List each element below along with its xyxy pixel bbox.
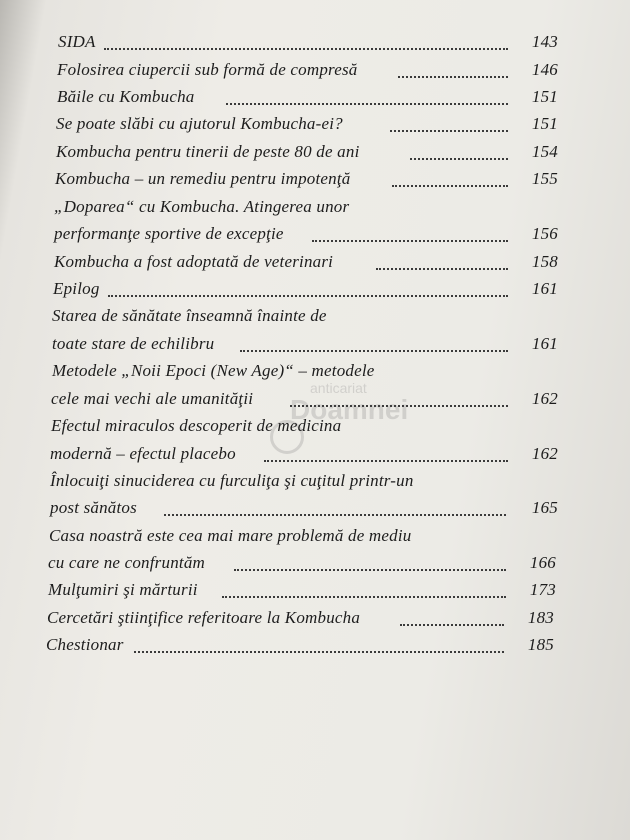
dot-leader	[398, 76, 508, 78]
dot-leader	[312, 240, 508, 242]
toc-entry-title: „Doparea“ cu Kombucha. Atingerea unor	[54, 197, 350, 216]
dot-leader	[134, 651, 504, 653]
toc-entry-page: 165	[531, 498, 558, 517]
dot-leader	[264, 460, 508, 462]
toc-entry	[0, 60, 630, 86]
toc-entry	[0, 334, 630, 360]
toc-entry-page: 162	[531, 444, 558, 463]
toc-entry-title: Metodele „Noii Epoci (New Age)“ – metodele	[52, 361, 375, 380]
toc-entry-page: 185	[527, 635, 554, 654]
dot-leader	[390, 130, 508, 132]
watermark-logo-icon	[270, 420, 304, 454]
toc-entry-title: Casa noastră este cea mai mare problemă de mediu	[49, 526, 412, 545]
toc-entry-page: 183	[527, 608, 554, 627]
toc-entry	[0, 526, 630, 552]
toc-entry-page: 166	[529, 553, 556, 572]
toc-entry	[0, 32, 630, 58]
watermark	[270, 380, 420, 450]
toc-entry-title: Băile cu Kombucha	[57, 87, 195, 106]
toc-entry	[0, 279, 630, 305]
toc-entry-page: 161	[531, 334, 558, 353]
toc-entry-title: toate stare de echilibru	[52, 334, 215, 353]
toc-entry-title: performanţe sportive de excepţie	[54, 224, 284, 243]
toc-entry-page: 158	[531, 252, 558, 271]
toc-entry-title: Kombucha – un remediu pentru impotenţă	[55, 169, 351, 188]
toc-entry	[0, 252, 630, 278]
toc-entry	[0, 87, 630, 113]
dot-leader	[222, 596, 506, 598]
toc-entry-page: 173	[529, 580, 556, 599]
toc-entry-title: Epilog	[53, 279, 100, 298]
toc-entry-title: Înlocuiţi sinuciderea cu furculiţa şi cuţitul printr-un	[50, 471, 414, 490]
toc-entry	[0, 553, 630, 579]
toc-entry-title: post sănătos	[50, 498, 137, 517]
toc-entry-page: 156	[531, 224, 558, 243]
toc-entry-title: Folosirea ciupercii sub formă de compresă	[57, 60, 358, 79]
toc-entry-title: Kombucha pentru tinerii de peste 80 de ani	[56, 142, 360, 161]
dot-leader	[108, 295, 508, 297]
toc-entry	[0, 580, 630, 606]
toc-entry	[0, 306, 630, 332]
toc-entry	[0, 635, 630, 661]
toc-entry-title: Efectul miraculos descoperit de medicina	[51, 416, 342, 435]
toc-entry	[0, 608, 630, 634]
toc-entry-page: 162	[531, 389, 558, 408]
watermark-line1: anticariat	[310, 380, 367, 396]
toc-entry-page: 155	[531, 169, 558, 188]
toc-entry-title: Starea de sănătate înseamnă înainte de	[52, 306, 327, 325]
dot-leader	[400, 624, 504, 626]
toc-entry-title: modernă – efectul placebo	[50, 444, 236, 463]
toc-entry	[0, 224, 630, 250]
toc-entry-title: Kombucha a fost adoptată de veterinari	[54, 252, 334, 271]
toc-entry-title: Se poate slăbi cu ajutorul Kombucha-ei?	[56, 114, 343, 133]
dot-leader	[392, 185, 508, 187]
dot-leader	[104, 48, 508, 50]
dot-leader	[376, 268, 508, 270]
dot-leader	[410, 158, 508, 160]
toc-entry	[0, 498, 630, 524]
toc-entry-page: 151	[531, 114, 558, 133]
dot-leader	[226, 103, 508, 105]
toc-entry-title: cele mai vechi ale umanităţii	[51, 389, 254, 408]
dot-leader	[234, 569, 506, 571]
toc-entry-title: cu care ne confruntăm	[48, 553, 206, 572]
watermark-line2: Doamnei	[290, 394, 409, 425]
toc-entry	[0, 114, 630, 140]
dot-leader	[164, 514, 506, 516]
toc-entry-page: 151	[531, 87, 558, 106]
toc-entry	[0, 471, 630, 497]
toc-entry-title: Cercetări ştiinţifice referitoare la Kombucha	[47, 608, 361, 627]
toc-entry	[0, 197, 630, 223]
dot-leader	[240, 350, 508, 352]
toc-entry-page: 154	[531, 142, 558, 161]
toc-entry-title: Mulţumiri şi mărturii	[48, 580, 198, 599]
toc-entry-page: 146	[531, 60, 558, 79]
toc-entry	[0, 142, 630, 168]
toc-entry-page: 143	[531, 32, 558, 51]
toc-entry	[0, 169, 630, 195]
toc-entry-page: 161	[531, 279, 558, 298]
toc-entry-title: SIDA	[58, 32, 96, 51]
toc-entry-title: Chestionar	[46, 635, 124, 654]
